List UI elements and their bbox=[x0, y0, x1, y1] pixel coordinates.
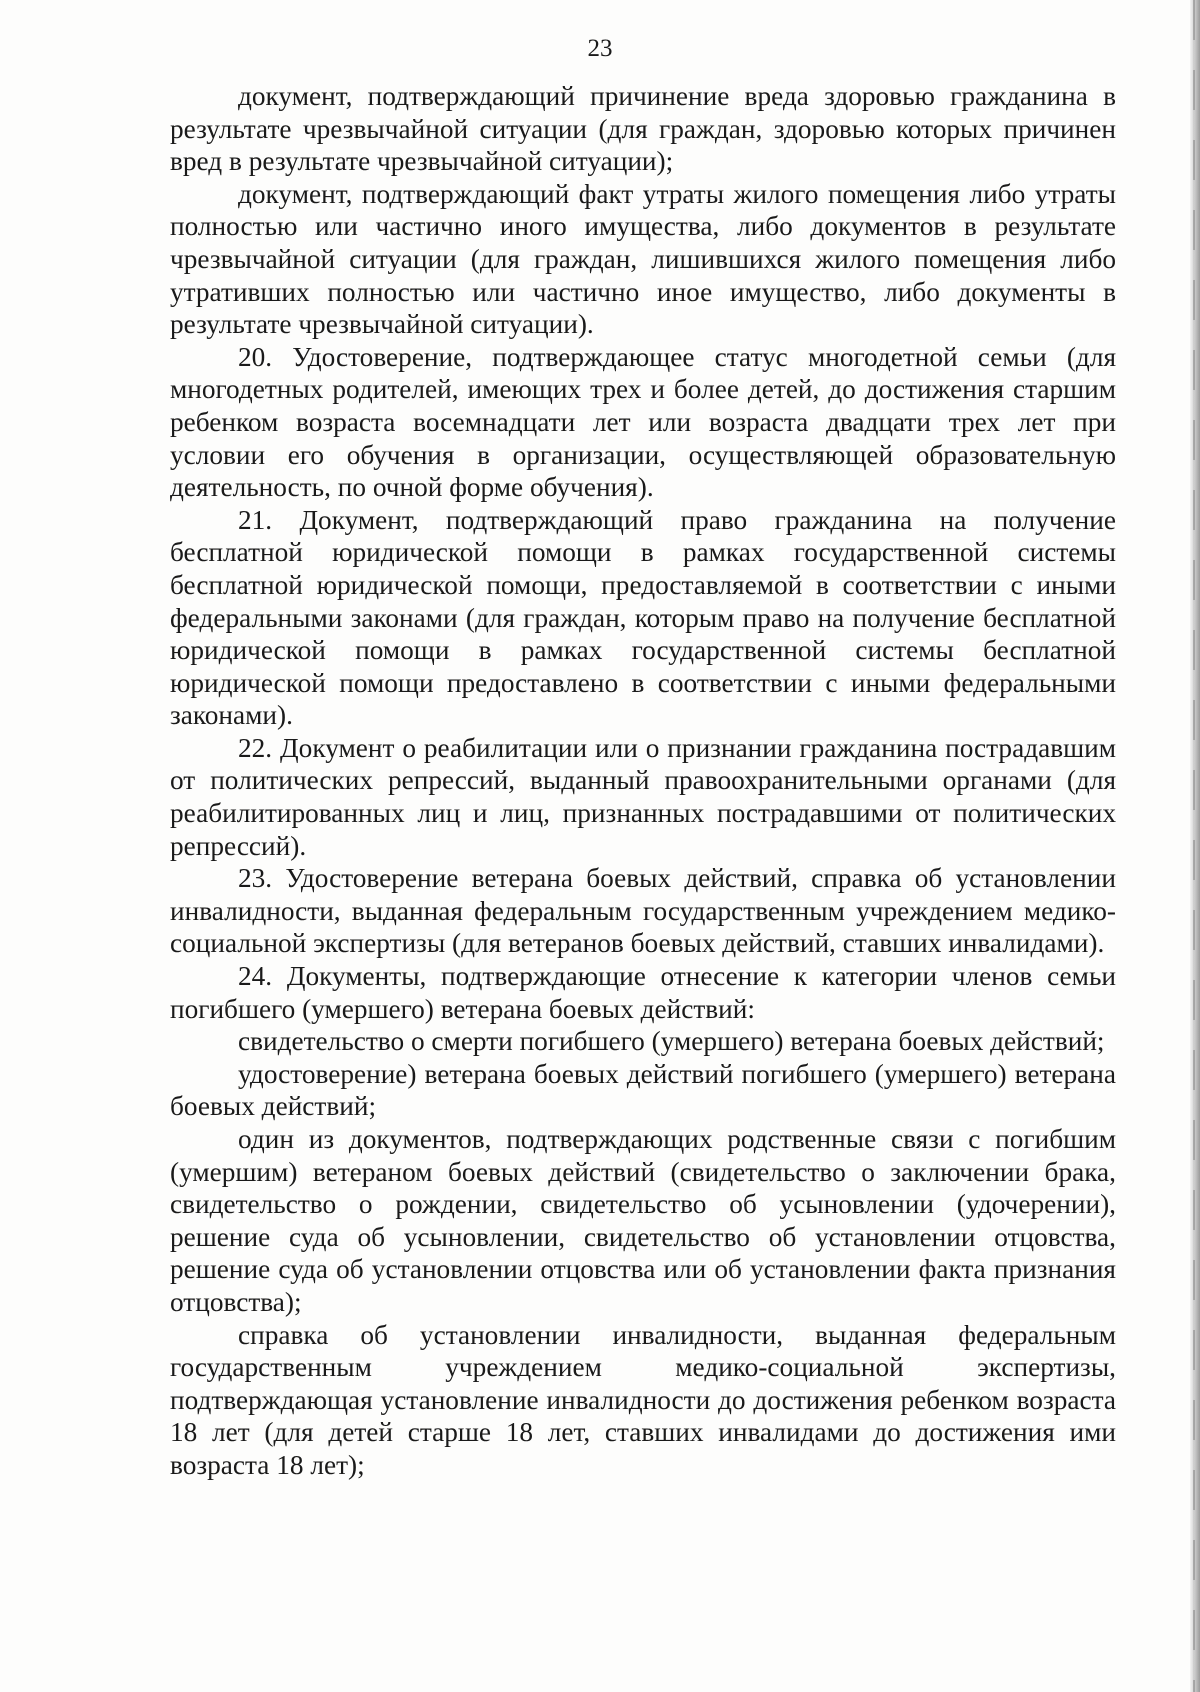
paragraph-item-20: 20. Удостоверение, подтверждающее статус многодетной семьи (для многодетных родителей, имеющих трех и более детей, до достижения старшим ребенком возраста восемнадцати лет или возраста двадцати трех лет при условии его обучения в организации, осуществляющей образовательную деятельность, по очной форме обучения). bbox=[170, 341, 1116, 503]
page-number: 23 bbox=[587, 35, 613, 62]
paragraph-kinship-documents: один из документов, подтверждающих родственные связи с погибшим (умершим) ветераном боевых действий (свидетельство о заключении брака, свидетельство о рождении, свидетельство об усыновлении (удочерении), решение суда об усыновлении, свидетельство об установлении отцовства, решение суда об установлении отцовства или об установлении факта признания отцовства); bbox=[170, 1124, 1116, 1317]
paragraph-disability-certificate: справка об установлении инвалидности, выданная федеральным государственным учреждением медико-социальной экспертизы, подтверждающая установление инвалидности до достижения ребенком возраста 18 лет (для детей старше 18 лет, ставших инвалидами до достижения ими возраста 18 лет); bbox=[170, 1319, 1116, 1480]
paragraph-item-23: 23. Удостоверение ветерана боевых действий, справка об установлении инвалидности, выданная федеральным государственным учреждением медико-социальной экспертизы (для ветеранов боевых действий, ставших инвалидами). bbox=[170, 863, 1116, 959]
paragraph-property-loss-document: документ, подтверждающий факт утраты жилого помещения либо утраты полностью или частично иного имущества, либо документов в результате чрезвычайной ситуации (для граждан, лишившихся жилого помещения либо утративших полностью или частично иное имущество, либо документы в результате чрезвычайной ситуации). bbox=[170, 178, 1116, 340]
document-body bbox=[170, 80, 1116, 1482]
paragraph-veteran-certificate: удостоверение) ветерана боевых действий погибшего (умершего) ветерана боевых действий; bbox=[170, 1058, 1116, 1122]
paragraph-item-21: 21. Документ, подтверждающий право гражданина на получение бесплатной юридической помощи в рамках государственной системы бесплатной юридической помощи, предоставляемой в соответствии с иными федеральными законами (для граждан, которым право на получение бесплатной юридической помощи в рамках государственной системы бесплатной юридической помощи предоставлено в соответствии с иными федеральными законами). bbox=[170, 504, 1116, 731]
paragraph-health-damage-document: документ, подтверждающий причинение вреда здоровью гражданина в результате чрезвычайной ситуации (для граждан, здоровью которых причинен вред в результате чрезвычайной ситуации); bbox=[170, 81, 1116, 177]
scan-edge-shadow bbox=[1190, 0, 1200, 1692]
paragraph-death-certificate: свидетельство о смерти погибшего (умершего) ветерана боевых действий; bbox=[238, 1026, 1105, 1057]
paragraph-item-24: 24. Документы, подтверждающие отнесение к категории членов семьи погибшего (умершего) ветерана боевых действий: bbox=[170, 961, 1116, 1024]
paragraph-item-22: 22. Документ о реабилитации или о признании гражданина пострадавшим от политических репрессий, выданный правоохранительными органами (для реабилитированных лиц и лиц, признанных пострадавшими от политических репрессий). bbox=[170, 732, 1116, 861]
